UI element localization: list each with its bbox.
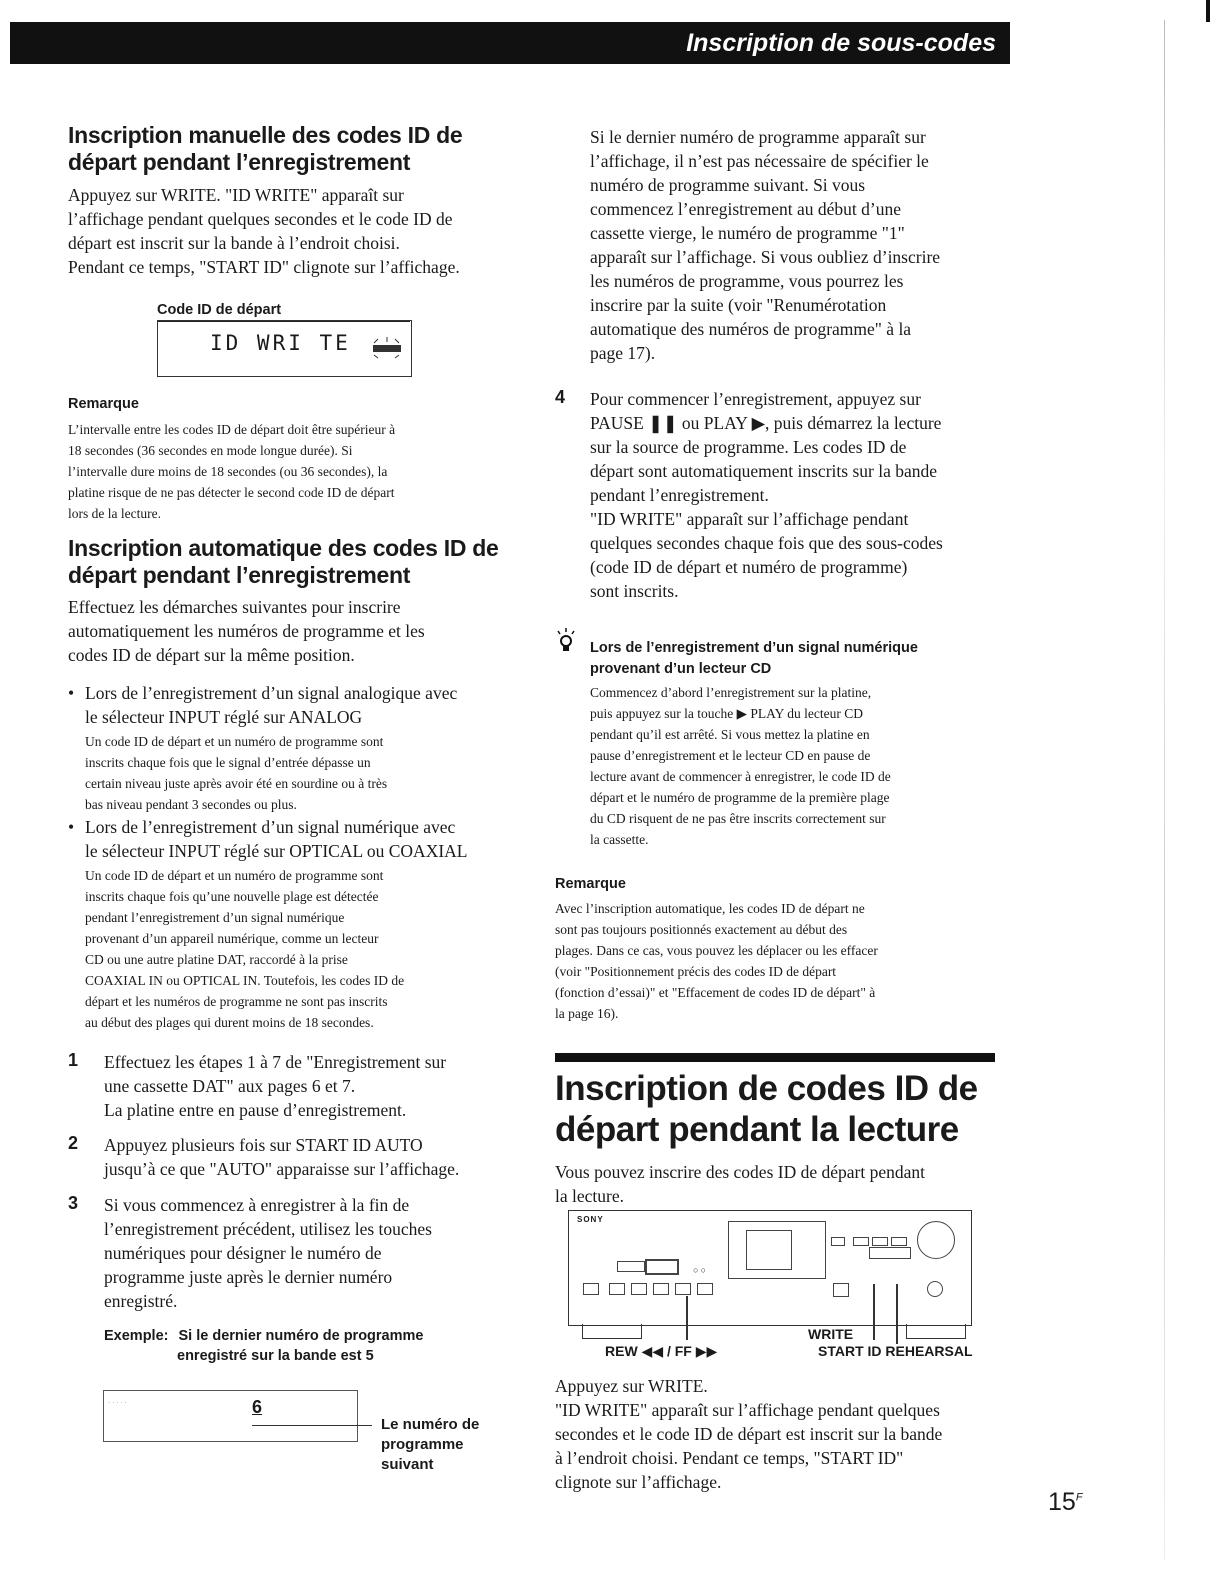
text-line: enregistré. — [104, 1291, 178, 1311]
text-line: numériques pour désigner le numéro de — [104, 1243, 382, 1263]
text-line: Lors de l’enregistrement d’un signal analogique avec — [85, 683, 458, 703]
device-brand: SONY — [577, 1215, 604, 1224]
note-title: Remarque — [68, 396, 139, 412]
bullet-item — [68, 815, 538, 1033]
device-button — [697, 1283, 713, 1295]
section3-title-line: départ pendant la lecture — [555, 1110, 959, 1149]
example-display-number: 6 — [252, 1397, 263, 1417]
example-label: Exemple: — [104, 1328, 169, 1344]
page-number-value: 15 — [1048, 1488, 1076, 1516]
label-rehearsal: START ID REHEARSAL — [818, 1343, 973, 1359]
text-line: 18 secondes (36 secondes en mode longue durée). Si — [68, 443, 353, 458]
step-number: 4 — [555, 387, 566, 407]
text-line: sont pas toujours positionnés exactement au début des — [555, 922, 848, 937]
text-line: "ID WRITE" apparaît sur l’affichage pendant quelques — [555, 1400, 940, 1420]
note-body — [68, 419, 538, 524]
text-line: Vous pouvez inscrire des codes ID de départ pendant — [555, 1162, 925, 1182]
device-foot — [906, 1324, 966, 1339]
example-text: Si le dernier numéro de programme — [178, 1328, 424, 1344]
section2-title — [68, 535, 499, 589]
text-line: secondes et le code ID de départ est inscrit sur la bande — [555, 1424, 943, 1444]
bullet-dot: • — [68, 683, 75, 703]
text-line: l’affichage, il n’est pas nécessaire de spécifier le — [590, 151, 929, 171]
text-line: automatiquement les numéros de programme et les — [68, 621, 425, 641]
step-item — [555, 387, 1005, 603]
device-button — [609, 1283, 625, 1295]
device-display-inner — [746, 1230, 792, 1270]
text-line: Pendant ce temps, "START ID" clignote sur l’affichage. — [68, 257, 460, 277]
bullet-item — [68, 681, 538, 815]
label-rew-ff: REW ◀◀ / FF ▶▶ — [605, 1343, 718, 1359]
text-line: inscrits chaque fois que le signal d’entrée dépasse un — [85, 755, 371, 770]
device-indicator: ○ ○ — [693, 1265, 707, 1275]
text-line: une cassette DAT" aux pages 6 et 7. — [104, 1076, 356, 1096]
step-number: 3 — [68, 1193, 79, 1213]
text-line: provenant d’un appareil numérique, comme un lecteur — [85, 931, 379, 946]
device-button — [891, 1237, 907, 1246]
text-line: clignote sur l’affichage. — [555, 1472, 722, 1492]
page-suffix: F — [1075, 1491, 1083, 1504]
device-button — [631, 1283, 647, 1295]
text-line: puis appuyez sur la touche ▶ PLAY du lecteur CD — [590, 706, 863, 721]
text-line: PAUSE ❚❚ ou PLAY ▶, puis démarrez la lecture — [590, 413, 942, 433]
text-line: apparaît sur l’affichage. Si vous oubliez d’inscrire — [590, 247, 941, 267]
text-line: pause d’enregistrement et le lecteur CD en pause de — [590, 748, 871, 763]
text-line: certain niveau juste après avoir été en sourdine ou à très — [85, 776, 388, 791]
example-display — [103, 1390, 358, 1442]
text-line: lors de la lecture. — [68, 506, 161, 521]
display-dots: · · · · · — [108, 1399, 127, 1407]
text-line: le sélecteur INPUT réglé sur OPTICAL ou COAXIAL — [85, 841, 468, 861]
device-button — [617, 1261, 645, 1272]
text-line: COAXIAL IN ou OPTICAL IN. Toutefois, les codes ID de — [85, 973, 405, 988]
text-line: commencez l’enregistrement au début d’une — [590, 199, 901, 219]
text-line: départ et les numéros de programme ne sont pas inscrits — [85, 994, 388, 1009]
scan-edge — [1164, 20, 1165, 1560]
text-line: "ID WRITE" apparaît sur l’affichage pendant — [590, 509, 909, 529]
text-line: Si vous commencez à enregistrer à la fin de — [104, 1195, 410, 1215]
section1-title-line: départ pendant l’enregistrement — [68, 149, 411, 175]
text-line: pendant l’enregistrement d’un signal numérique — [85, 910, 345, 925]
lcd-text: ID WRI TE — [210, 331, 351, 355]
section2-title-line: Inscription automatique des codes ID de — [68, 535, 499, 561]
text-line: l’intervalle dure moins de 18 secondes (ou 36 secondes), la — [68, 464, 388, 479]
text-line: platine risque de ne pas détecter le second code ID de départ — [68, 485, 395, 500]
leader-line-rehearsal — [896, 1284, 898, 1344]
header-title: Inscription de sous-codes — [686, 28, 996, 57]
text-line: jusqu’à ce que "AUTO" apparaisse sur l’affichage. — [104, 1159, 460, 1179]
example-label-group — [104, 1326, 423, 1366]
example-text: enregistré sur la bande est 5 — [177, 1348, 374, 1364]
text-line: numéro de programme suivant. Si vous — [590, 175, 866, 195]
device-button — [831, 1237, 845, 1246]
bullet-dot: • — [68, 817, 75, 837]
text-line: bas niveau pendant 3 secondes ou plus. — [85, 797, 297, 812]
callout-line — [252, 1425, 372, 1426]
device-front-panel — [568, 1210, 972, 1326]
tape-indicator-icon — [370, 337, 404, 359]
display-label: Code ID de départ — [157, 302, 282, 318]
text-line: codes ID de départ sur la même position. — [68, 645, 355, 665]
text-line: Un code ID de départ et un numéro de programme sont — [85, 734, 384, 749]
text-line: sont inscrits. — [590, 581, 679, 601]
section3-title-line: Inscription de codes ID de — [555, 1069, 978, 1108]
header-bar — [10, 22, 1010, 64]
device-button — [833, 1283, 849, 1297]
volume-knob — [917, 1221, 955, 1259]
step-item — [68, 1050, 538, 1122]
page-number — [1048, 1488, 1083, 1517]
section1-title — [68, 122, 462, 176]
device-foot — [582, 1324, 642, 1339]
text-line: CD ou une autre platine DAT, raccordé à la prise — [85, 952, 348, 967]
text-line: l’enregistrement précédent, utilisez les touches — [104, 1219, 432, 1239]
device-button — [675, 1283, 691, 1295]
text-line: Commencez d’abord l’enregistrement sur la platine, — [590, 685, 872, 700]
section3-title — [555, 1068, 978, 1150]
text-line: Appuyez plusieurs fois sur START ID AUTO — [104, 1135, 423, 1155]
section3-intro — [555, 1160, 995, 1208]
device-jack — [927, 1281, 943, 1297]
device-button — [583, 1283, 599, 1295]
text-line: Effectuez les démarches suivantes pour inscrire — [68, 597, 401, 617]
text-line: la cassette. — [590, 832, 649, 847]
note-body — [555, 898, 995, 1024]
text-line: au début des plages qui durent moins de 18 secondes. — [85, 1015, 374, 1030]
step-number: 1 — [68, 1050, 79, 1070]
text-line: Un code ID de départ et un numéro de programme sont — [85, 868, 384, 883]
section1-title-line: Inscription manuelle des codes ID de — [68, 122, 463, 148]
device-button — [853, 1237, 869, 1246]
text-line: quelques secondes chaque fois que des sous-codes — [590, 533, 943, 553]
right-para — [590, 125, 1010, 365]
text-line: Le numéro de — [381, 1416, 480, 1433]
text-line: Avec l’inscription automatique, les codes ID de départ ne — [555, 901, 865, 916]
device-button-highlight — [645, 1259, 679, 1275]
device-button-highlight — [869, 1247, 911, 1259]
text-line: page 17). — [590, 343, 656, 363]
section-rule — [555, 1053, 995, 1062]
text-line: départ et le numéro de programme de la première plage — [590, 790, 890, 805]
step-number: 2 — [68, 1133, 79, 1153]
device-button — [653, 1283, 669, 1295]
leader-line-rew — [686, 1296, 688, 1340]
label-write: WRITE — [808, 1326, 854, 1342]
text-line: les numéros de programme, vous pourrez les — [590, 271, 904, 291]
step-item — [68, 1133, 538, 1181]
text-line: Lors de l’enregistrement d’un signal numérique avec — [85, 817, 456, 837]
final-para — [555, 1374, 1005, 1494]
text-line: (voir "Positionnement précis des codes ID de départ — [555, 964, 837, 979]
text-line: Effectuez les étapes 1 à 7 de "Enregistrement sur — [104, 1052, 447, 1072]
text-line: programme — [381, 1436, 464, 1453]
text-line: départ est inscrit sur la bande à l’endroit choisi. — [68, 233, 400, 253]
text-line: provenant d’un lecteur CD — [590, 661, 772, 677]
tip-body — [590, 682, 1010, 850]
text-line: inscrits chaque fois qu’une nouvelle plage est détectée — [85, 889, 379, 904]
callout-text — [381, 1415, 479, 1475]
text-line: inscrire par la suite (voir "Renumérotation — [590, 295, 887, 315]
text-line: automatique des numéros de programme" à la — [590, 319, 912, 339]
device-button — [872, 1237, 888, 1246]
text-line: l’affichage pendant quelques secondes et le code ID de — [68, 209, 453, 229]
step-item — [68, 1193, 538, 1313]
text-line: la lecture. — [555, 1186, 624, 1206]
text-line: à l’endroit choisi. Pendant ce temps, "START ID" — [555, 1448, 904, 1468]
text-line: Si le dernier numéro de programme apparaît sur — [590, 127, 926, 147]
section2-title-line: départ pendant l’enregistrement — [68, 562, 411, 588]
text-line: suivant — [381, 1456, 434, 1473]
tip-title — [590, 638, 918, 680]
text-line: L’intervalle entre les codes ID de départ doit être supérieur à — [68, 422, 396, 437]
text-line: La platine entre en pause d’enregistrement. — [104, 1100, 407, 1120]
text-line: pendant l’enregistrement. — [590, 485, 769, 505]
text-line: plages. Dans ce cas, vous pouvez les déplacer ou les effacer — [555, 943, 878, 958]
leader-line-write — [873, 1284, 875, 1340]
text-line: Appuyez sur WRITE. "ID WRITE" apparaît sur — [68, 185, 404, 205]
text-line: la page 16). — [555, 1006, 619, 1021]
text-line: le sélecteur INPUT réglé sur ANALOG — [85, 707, 363, 727]
text-line: Pour commencer l’enregistrement, appuyez sur — [590, 389, 921, 409]
lcd-display — [157, 320, 412, 377]
tip-lightbulb-icon — [555, 628, 577, 654]
text-line: Appuyez sur WRITE. — [555, 1376, 708, 1396]
text-line: du CD risquent de ne pas être inscrits correctement sur — [590, 811, 886, 826]
text-line: programme juste après le dernier numéro — [104, 1267, 393, 1287]
text-line: départ sont automatiquement inscrits sur la bande — [590, 461, 937, 481]
text-line: sur la source de programme. Les codes ID de — [590, 437, 907, 457]
text-line: pendant qu’il est arrêté. Si vous mettez la platine en — [590, 727, 870, 742]
note-title: Remarque — [555, 876, 626, 892]
text-line: cassette vierge, le numéro de programme "1" — [590, 223, 905, 243]
text-line: (code ID de départ et numéro de programme) — [590, 557, 908, 577]
section1-body — [68, 183, 528, 279]
edge-mark — [1206, 0, 1210, 22]
text-line: lecture avant de commencer à enregistrer, le code ID de — [590, 769, 891, 784]
text-line: Lors de l’enregistrement d’un signal numérique — [590, 640, 918, 656]
text-line: (fonction d’essai)" et "Effacement de codes ID de départ" à — [555, 985, 876, 1000]
section2-intro — [68, 595, 528, 667]
